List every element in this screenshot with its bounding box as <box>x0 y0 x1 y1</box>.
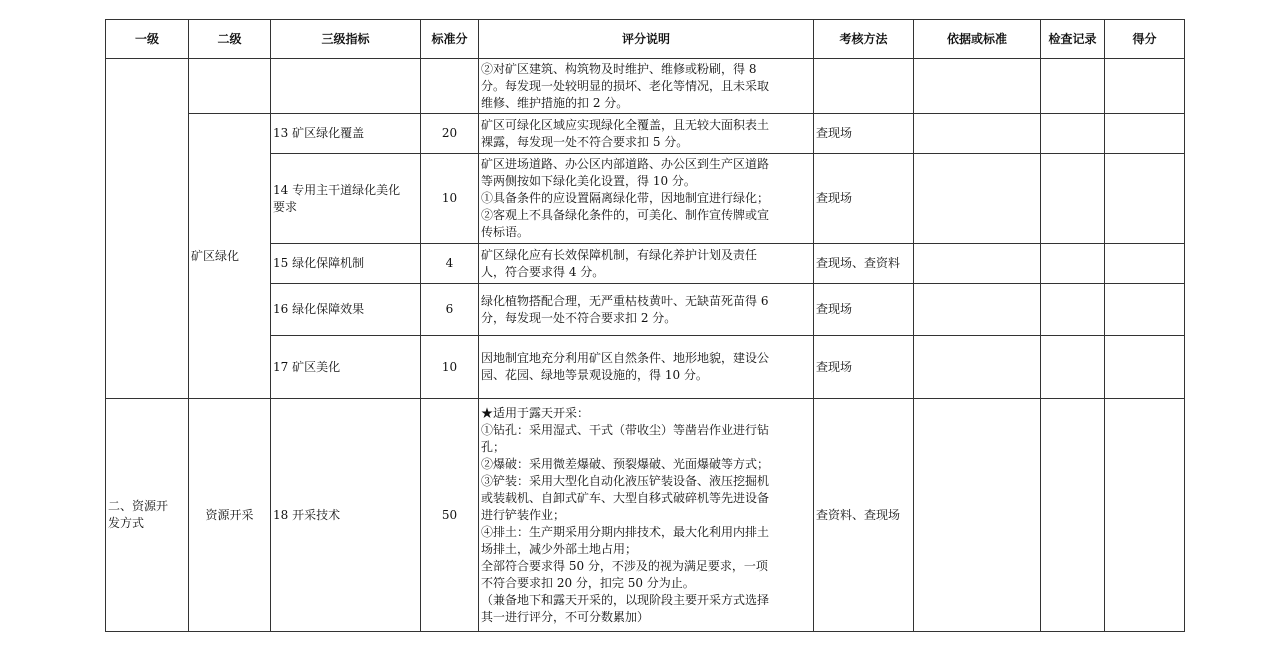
level2-cell: 矿区绿化 <box>189 114 271 399</box>
level1-cell <box>106 399 189 632</box>
description-line: 等两侧按如下绿化美化设置，得 10 分。 <box>481 174 696 188</box>
description-cell <box>479 154 814 244</box>
description-line: ①钻孔：采用湿式、干式（带收尘）等凿岩作业进行钻 <box>481 422 770 437</box>
description-line: ④排土：生产期采用分期内排技术，最大化利用内排土 <box>481 524 770 539</box>
description-line: 全部符合要求得 50 分，不涉及的视为满足要求，一项 <box>481 558 768 573</box>
description-line: （兼备地下和露天开采的，以现阶段主要开采方式选择 <box>481 592 770 607</box>
basis-cell <box>914 154 1041 244</box>
score-cell: 10 <box>421 336 479 399</box>
scoring-table <box>105 19 1185 632</box>
level3-cell: 17 矿区美化 <box>271 336 421 399</box>
method-cell: 查现场 <box>814 114 914 154</box>
description-cell <box>479 284 814 336</box>
level3-cell <box>271 59 421 114</box>
basis-cell <box>914 114 1041 154</box>
points-cell <box>1105 154 1185 244</box>
points-cell <box>1105 284 1185 336</box>
header-basis: 依据或标准 <box>914 20 1041 59</box>
basis-cell <box>914 399 1041 632</box>
points-cell <box>1105 244 1185 284</box>
basis-cell <box>914 284 1041 336</box>
record-cell <box>1041 284 1105 336</box>
description-line: 或装载机、自卸式矿车、大型自移式破碎机等先进设备 <box>481 490 770 505</box>
points-cell <box>1105 59 1185 114</box>
header-row <box>106 20 1185 59</box>
description-line: 分，每发现一处不符合要求扣 2 分。 <box>481 310 677 325</box>
level1-line: 发方式 <box>108 516 145 530</box>
points-cell <box>1105 114 1185 154</box>
table-row <box>106 399 1185 632</box>
level3-cell: 16 绿化保障效果 <box>271 284 421 336</box>
table-row <box>106 59 1185 114</box>
description-line: 场排土，减少外部土地占用； <box>481 541 638 556</box>
method-cell <box>814 59 914 114</box>
header-record: 检查记录 <box>1041 20 1105 59</box>
record-cell <box>1041 244 1105 284</box>
method-cell: 查现场 <box>814 336 914 399</box>
points-cell <box>1105 336 1185 399</box>
description-cell <box>479 336 814 399</box>
score-cell: 6 <box>421 284 479 336</box>
description-cell <box>479 244 814 284</box>
description-line: ★适用于露天开采： <box>481 405 590 420</box>
score-cell: 50 <box>421 399 479 632</box>
record-cell <box>1041 59 1105 114</box>
description-line: 人，符合要求得 4 分。 <box>481 264 605 279</box>
description-line: 分。每发现一处较明显的损坏、老化等情况，且未采取 <box>481 78 770 93</box>
description-line: 裸露，每发现一处不符合要求扣 5 分。 <box>481 134 689 149</box>
level3-cell: 18 开采技术 <box>271 399 421 632</box>
description-line: 其一进行评分，不可分数累加） <box>481 609 650 624</box>
header-method: 考核方法 <box>814 20 914 59</box>
description-line: ②对矿区建筑、构筑物及时维护、维修或粉刷，得 8 <box>481 61 757 76</box>
header-description: 评分说明 <box>479 20 814 59</box>
description-cell <box>479 114 814 154</box>
basis-cell <box>914 336 1041 399</box>
description-line: 进行铲装作业； <box>481 507 566 522</box>
description-line: ②客观上不具备绿化条件的，可美化、制作宣传牌或宣 <box>481 208 770 222</box>
basis-cell <box>914 244 1041 284</box>
record-cell <box>1041 336 1105 399</box>
header-level1: 一级 <box>106 20 189 59</box>
description-line: 因地制宜地充分利用矿区自然条件、地形地貌，建设公 <box>481 351 770 365</box>
level3-line: 14 专用主干道绿化美化 <box>273 182 401 197</box>
points-cell <box>1105 399 1185 632</box>
score-cell: 10 <box>421 154 479 244</box>
description-line: 传标语。 <box>481 225 530 239</box>
table-row <box>106 114 1185 154</box>
description-line: 园、花园、绿地等景观设施的，得 10 分。 <box>481 368 708 382</box>
description-line: ③铲装：采用大型化自动化液压铲装设备、液压挖掘机 <box>481 473 770 488</box>
description-line: 矿区绿化应有长效保障机制，有绿化养护计划及责任 <box>481 247 758 262</box>
description-line: 不符合要求扣 20 分，扣完 50 分为止。 <box>481 575 695 590</box>
description-line: 矿区进场道路、办公区内部道路、办公区到生产区道路 <box>481 157 770 171</box>
header-level2: 二级 <box>189 20 271 59</box>
record-cell <box>1041 114 1105 154</box>
level2-cell-empty <box>189 59 271 114</box>
description-line: ②爆破：采用微差爆破、预裂爆破、光面爆破等方式； <box>481 456 770 471</box>
basis-cell <box>914 59 1041 114</box>
level3-cell: 13 矿区绿化覆盖 <box>271 114 421 154</box>
method-cell: 查资料、查现场 <box>814 399 914 632</box>
record-cell <box>1041 154 1105 244</box>
description-cell <box>479 59 814 114</box>
level3-line: 要求 <box>273 199 298 214</box>
description-line: ①具备条件的应设置隔离绿化带，因地制宜进行绿化； <box>481 191 770 205</box>
record-cell <box>1041 399 1105 632</box>
level3-cell: 15 绿化保障机制 <box>271 244 421 284</box>
level3-cell <box>271 154 421 244</box>
description-line: 维修、维护措施的扣 2 分。 <box>481 95 629 110</box>
score-cell <box>421 59 479 114</box>
header-score: 标准分 <box>421 20 479 59</box>
level2-cell: 资源开采 <box>189 399 271 632</box>
header-level3: 三级指标 <box>271 20 421 59</box>
level1-cell-empty <box>106 59 189 399</box>
method-cell: 查现场、查资料 <box>814 244 914 284</box>
score-cell: 4 <box>421 244 479 284</box>
description-line: 绿化植物搭配合理，无严重枯枝黄叶、无缺苗死苗得 6 <box>481 293 769 308</box>
description-line: 孔； <box>481 439 506 454</box>
description-line: 矿区可绿化区域应实现绿化全覆盖，且无较大面积表土 <box>481 117 770 132</box>
header-points: 得分 <box>1105 20 1185 59</box>
method-cell: 查现场 <box>814 154 914 244</box>
level1-line: 二、资源开 <box>108 499 169 513</box>
method-cell: 查现场 <box>814 284 914 336</box>
description-cell <box>479 399 814 632</box>
score-cell: 20 <box>421 114 479 154</box>
